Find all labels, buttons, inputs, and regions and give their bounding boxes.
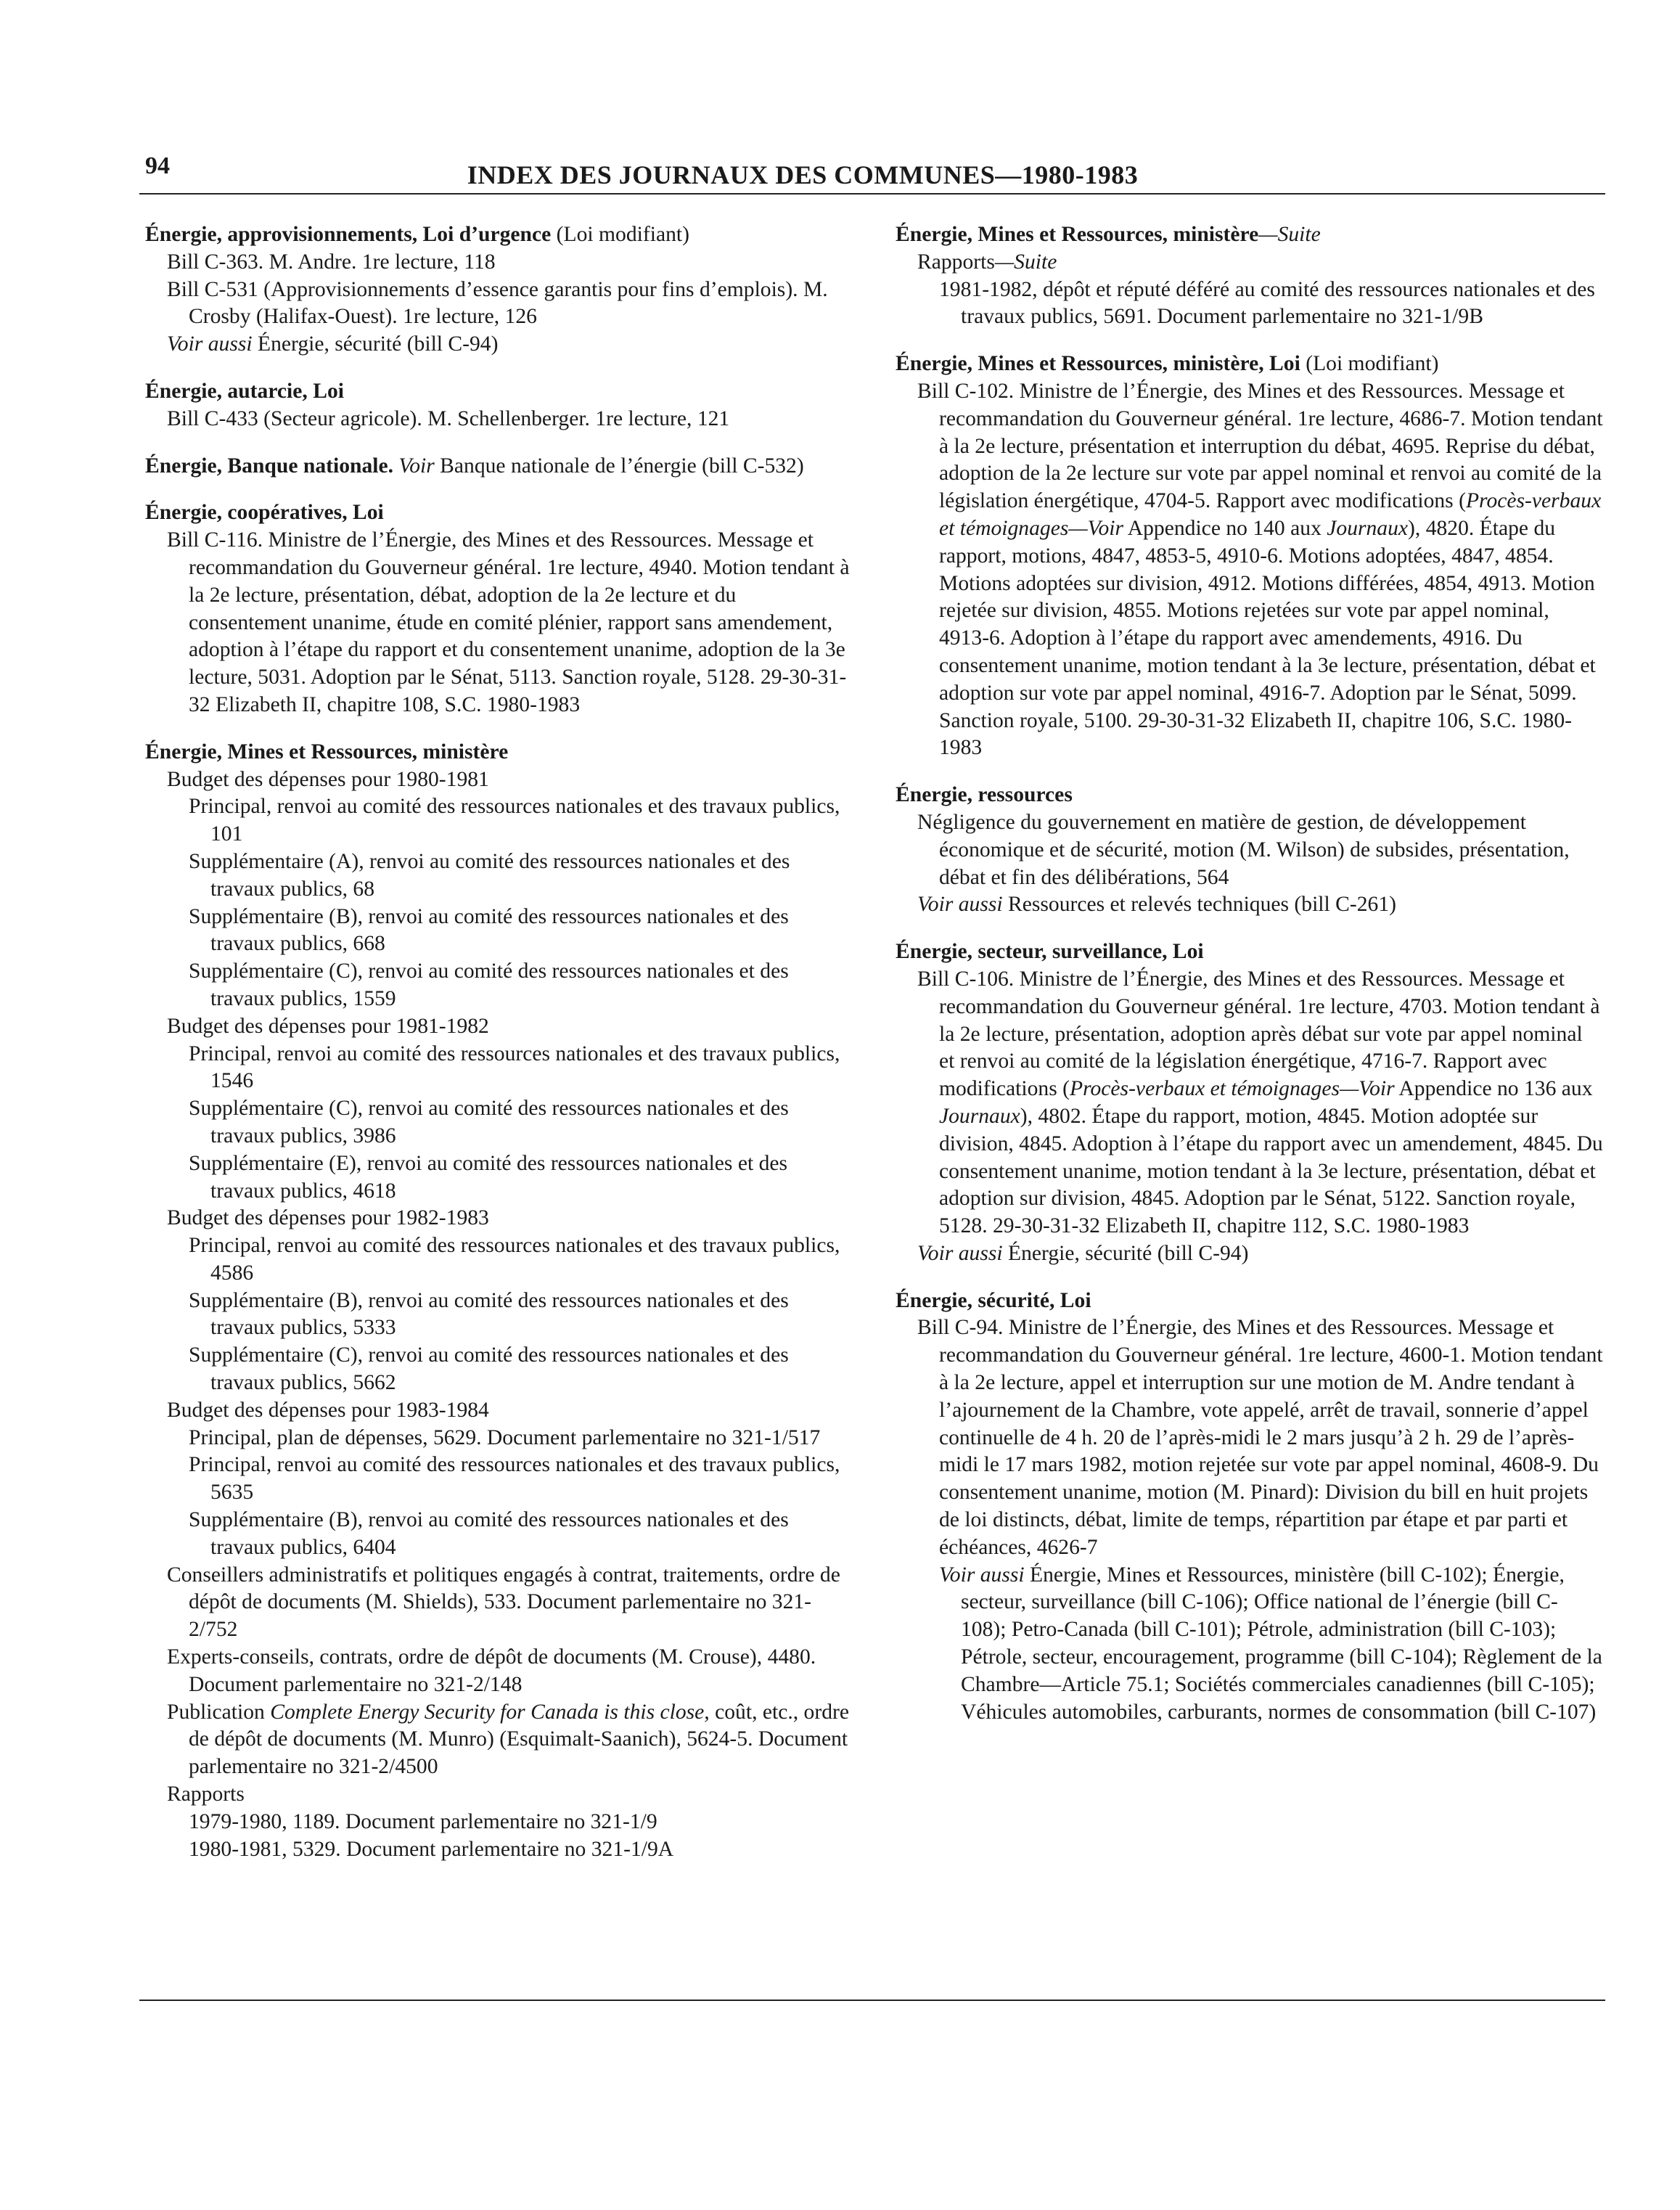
entry-line: Principal, renvoi au comité des ressources nationales et des travaux publics, 1546 — [189, 1041, 840, 1093]
see-also: Voir aussi Énergie, sécurité (bill C-94) — [167, 332, 499, 356]
entry-line: Experts-conseils, contrats, ordre de dépôt de documents (M. Crouse), 4480. Document parlementaire no 321-2/148 — [167, 1645, 816, 1696]
entry-heading: Énergie, Mines et Ressources, ministère, Loi (Loi modifiant) — [896, 352, 1439, 376]
index-entry — [145, 739, 853, 1864]
entry-heading: Énergie, ressources — [896, 783, 1073, 807]
entry-line: Bill C-363. M. Andre. 1re lecture, 118 — [167, 250, 496, 274]
entry-line: Bill C-106. Ministre de l’Énergie, des Mines et des Ressources. Message et recommandation du Gouverneur général. 1re lecture, 4703. Motion tendant à la 2e lecture, présentation, adoption après débat sur vote par appel nominal et renvoi au comité de la législation énergétique, 4716-7. Rapport avec modifications (Procès-verbaux et témoignages—Voir Appendice no 136 aux Journaux), 4802. Étape du rapport, motion, 4845. Motion adoptée sur division, 4845. Adoption à l’étape du rapport avec un amendement, 4845. Du consentement unanime, motion tendant à la 3e lecture, présentation, débat et adoption sur division, 4845. Adoption par le Sénat, 5122. Sanction royale, 5128. 29-30-31-32 Elizabeth II, chapitre 112, S.C. 1980-1983 — [917, 967, 1603, 1238]
index-entry — [145, 221, 853, 359]
entry-subheading: Budget des dépenses pour 1980-1981 — [167, 767, 489, 791]
entry-subheading: Budget des dépenses pour 1983-1984 — [167, 1398, 489, 1422]
entry-heading: Énergie, approvisionnements, Loi d’urgence (Loi modifiant) — [145, 223, 689, 246]
index-entry — [896, 782, 1603, 919]
entry-heading: Énergie, autarcie, Loi — [145, 379, 344, 403]
header-rule — [139, 193, 1605, 195]
entry-line: Supplémentaire (C), renvoi au comité des ressources nationales et des travaux publics, 3986 — [189, 1097, 789, 1147]
entry-subheading: Budget des dépenses pour 1981-1982 — [167, 1014, 489, 1038]
entry-subheading: Rapports — [167, 1783, 245, 1806]
entry-subheading: Rapports—Suite — [917, 250, 1057, 274]
entry-line: Supplémentaire (C), renvoi au comité des ressources nationales et des travaux publics, 1559 — [189, 959, 789, 1010]
index-entry — [145, 499, 853, 719]
index-entry — [896, 938, 1603, 1268]
see-also: Voir aussi Énergie, sécurité (bill C-94) — [917, 1241, 1249, 1265]
entry-line: 1980-1981, 5329. Document parlementaire no 321-1/9A — [189, 1837, 674, 1861]
index-entry — [145, 453, 853, 480]
entry-line: Principal, plan de dépenses, 5629. Document parlementaire no 321-1/517 — [189, 1425, 821, 1449]
see-also: Voir aussi Énergie, Mines et Ressources, ministère (bill C-102); Énergie, secteur, surveillance (bill C-106); Office national de l’énergie (bill C-108); Petro-Canada (bill C-101); Pétrole, administration (bill C-103); Pétrole, secteur, encouragement, programme (bill C-104); Règlement de la Chambre—Article 75.1; Sociétés commerciales canadiennes (bill C-105); Véhicules automobiles, carburants, normes de consommation (bill C-107) — [939, 1563, 1602, 1724]
entry-line: Conseillers administratifs et politiques engagés à contrat, traitements, ordre de dépôt de documents (M. Shields), 533. Document parlementaire no 321-2/752 — [167, 1563, 840, 1642]
entry-line: 1981-1982, dépôt et réputé déféré au comité des ressources nationales et des travaux publics, 5691. Document parlementaire no 321-1/9B — [939, 277, 1595, 329]
index-entry — [896, 221, 1603, 331]
entry-line: Négligence du gouvernement en matière de gestion, de développement économique et de sécurité, motion (M. Wilson) de subsides, présentation, débat et fin des délibérations, 564 — [917, 810, 1570, 889]
entry-line: Principal, renvoi au comité des ressources nationales et des travaux publics, 4586 — [189, 1234, 840, 1285]
entry-heading: Énergie, Banque nationale. Voir Banque nationale de l’énergie (bill C-532) — [145, 454, 804, 478]
entry-line: Supplémentaire (B), renvoi au comité des ressources nationales et des travaux publics, 668 — [189, 904, 789, 956]
entry-heading: Énergie, sécurité, Loi — [896, 1288, 1091, 1312]
entry-line: Principal, renvoi au comité des ressources nationales et des travaux publics, 5635 — [189, 1453, 840, 1505]
see-also: Voir aussi Ressources et relevés techniques (bill C-261) — [917, 893, 1396, 917]
entry-line: Bill C-102. Ministre de l’Énergie, des Mines et des Ressources. Message et recommandation du Gouverneur général. 1re lecture, 4686-7. Motion tendant à la 2e lecture, présentation et interruption du débat, 4695. Reprise du débat, adoption de la 2e lecture sur vote par appel nominal et renvoi au comité de la législation énergétique, 4704-5. Rapport avec modifications (Procès-verbaux et témoignages—Voir Appendice no 140 aux Journaux), 4820. Étape du rapport, motions, 4847, 4853-5, 4910-6. Motions adoptées, 4847, 4854. Motions adoptées sur division, 4912. Motions différées, 4854, 4913. Motion rejetée sur division, 4855. Motions rejetées sur vote par appel nominal, 4913-6. Adoption à l’étape du rapport avec amendements, 4916. Du consentement unanime, motion tendant à la 3e lecture, présentation, débat et adoption sur vote par appel nominal, 4916-7. Adoption par le Sénat, 5099. Sanction royale, 5100. 29-30-31-32 Elizabeth II, chapitre 106, S.C. 1980-1983 — [917, 379, 1603, 760]
index-entry — [145, 378, 853, 433]
entry-line: Supplémentaire (B), renvoi au comité des ressources nationales et des travaux publics, 5333 — [189, 1288, 789, 1340]
entry-line: Supplémentaire (C), renvoi au comité des ressources nationales et des travaux publics, 5662 — [189, 1343, 789, 1395]
entry-heading: Énergie, coopératives, Loi — [145, 501, 384, 525]
entry-line: Bill C-531 (Approvisionnements d’essence garantis pour fins d’emplois). M. Crosby (Halifax-Ouest). 1re lecture, 126 — [167, 277, 828, 329]
entry-subheading: Budget des dépenses pour 1982-1983 — [167, 1206, 489, 1230]
index-entry — [896, 1288, 1603, 1727]
entry-line: Supplémentaire (E), renvoi au comité des ressources nationales et des travaux publics, 4618 — [189, 1151, 788, 1203]
index-entry — [896, 351, 1603, 762]
entry-line: 1979-1980, 1189. Document parlementaire no 321-1/9 — [189, 1809, 657, 1833]
entry-line: Bill C-116. Ministre de l’Énergie, des Mines et des Ressources. Message et recommandation du Gouverneur général. 1re lecture, 4940. Motion tendant à la 2e lecture, présentation, débat, adoption de la 2e lecture et du consentement unanime, étude en comité plénier, rapport sans amendement, adoption à l’étape du rapport et du consentement unanime, adoption de la 3e lecture, 5031. Adoption par le Sénat, 5113. Sanction royale, 5128. 29-30-31-32 Elizabeth II, chapitre 108, S.C. 1980-1983 — [167, 528, 850, 716]
right-column — [896, 221, 1603, 1746]
entry-heading: Énergie, Mines et Ressources, ministère — [145, 740, 509, 764]
entry-line: Bill C-94. Ministre de l’Énergie, des Mines et des Ressources. Message et recommandation du Gouverneur général. 1re lecture, 4600-1. Motion tendant à la 2e lecture, appel et interruption sur une motion de M. Andre tendant à l’ajournement de la Chambre, vote appelé, arrêt de travail, sonnerie d’appel continuelle de 4 h. 20 de l’après-midi le 2 mars jusqu’à 2 h. 29 de l’après-midi le 17 mars 1982, motion rejetée sur vote par appel nominal, 4608-9. Du consentement unanime, motion (M. Pinard): Division du bill en huit projets de loi distincts, débat, limite de temps, répartition par étape et par parti et échéances, 4626-7 — [917, 1316, 1603, 1559]
page-number: 94 — [145, 152, 170, 179]
entry-heading: Énergie, secteur, surveillance, Loi — [896, 940, 1204, 964]
entry-line: Principal, renvoi au comité des ressources nationales et des travaux publics, 101 — [189, 795, 840, 846]
left-column — [145, 221, 853, 1883]
entry-heading: Énergie, Mines et Ressources, ministère—Suite — [896, 223, 1321, 246]
footer-rule — [139, 2000, 1605, 2001]
entry-line: Bill C-433 (Secteur agricole). M. Schellenberger. 1re lecture, 121 — [167, 406, 730, 430]
entry-line: Supplémentaire (A), renvoi au comité des ressources nationales et des travaux publics, 68 — [189, 849, 790, 901]
running-head: INDEX DES JOURNAUX DES COMMUNES—1980-1983 — [467, 160, 1139, 189]
entry-line: Supplémentaire (B), renvoi au comité des ressources nationales et des travaux publics, 6404 — [189, 1508, 789, 1559]
entry-line: Publication Complete Energy Security for Canada is this close, coût, etc., ordre de dépôt de documents (M. Munro) (Esquimalt-Saanich), 5624-5. Document parlementaire no 321-2/4500 — [167, 1700, 849, 1779]
